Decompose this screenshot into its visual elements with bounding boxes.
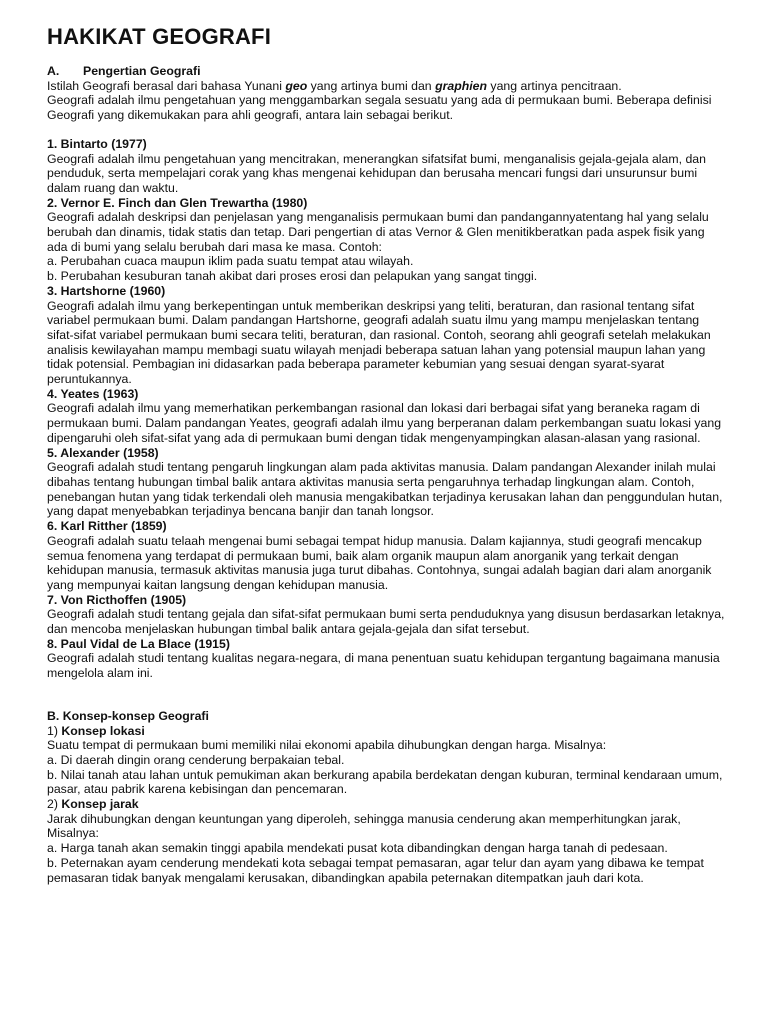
expert-8 <box>47 637 728 681</box>
expert-text: Geografi adalah studi tentang pengaruh lingkungan alam pada aktivitas manusia. Dalam pandangan Alexander inilah mulai dibahas tentang hubungan timbal balik antara aktivitas manusia serta pengaruhnya terhadap lingkungan alam. Contoh, penebangan hutan yang tidak terkendali oleh manusia mengakibatkan terjadinya kerusakan lahan dan penggundulan hutan, yang dapat menyebabkan terjadinya bencana banjir dan tanah longsor. <box>47 460 723 519</box>
concept-number: 2) <box>47 797 62 812</box>
expert-2 <box>47 196 728 284</box>
section-a-intro <box>47 79 728 94</box>
concept-number: 1) <box>47 723 62 738</box>
expert-6 <box>47 519 728 593</box>
expert-text: Geografi adalah suatu telaah mengenai bumi sebagai tempat hidup manusia. Dalam kajiannya, studi geografi mencakup semua fenomena yang terdapat di permukaan bumi, baik alam organik maupun alam anorganik yang terkait dengan kehidupan manusia, termasuk aktivitas manusia juga turut dibahas. Contohnya, sungai adalah bagian dari alam anorganik yang mempunyai kaitan langsung dengan kehidupan manusia. <box>47 533 712 592</box>
list-item: a. Di daerah dingin orang cenderung berpakaian tebal. <box>47 752 345 767</box>
expert-text: Geografi adalah ilmu pengetahuan yang mencitrakan, menerangkan sifatsifat bumi, menganalisis gejala-gejala alam, dan penduduk, serta mempelajari corak yang khas mengenai kehidupan dan berusaha mencari fungsi dari unsurunsur bumi dalam ruang dan waktu. <box>47 151 706 195</box>
expert-heading: 3. Hartshorne (1960) <box>47 283 166 298</box>
section-a-number: A. <box>47 64 60 78</box>
list-item: a. Harga tanah akan semakin tinggi apabila mendekati pusat kota dibandingkan dengan harga tanah di pedesaan. <box>47 841 668 856</box>
concept-title: Konsep jarak <box>61 797 139 812</box>
concept-location <box>47 724 728 798</box>
intro-text-3: yang artinya pencitraan. <box>487 78 622 93</box>
section-b-heading: B. Konsep-konsep Geografi <box>47 708 209 723</box>
expert-3 <box>47 284 728 387</box>
intro-text-1: Istilah Geografi berasal dari bahasa Yunani <box>47 78 286 93</box>
expert-heading: 7. Von Ricthoffen (1905) <box>47 592 187 607</box>
expert-5 <box>47 446 728 520</box>
expert-text: Geografi adalah deskripsi dan penjelasan yang menganalisis permukaan bumi dan pandangannyatentang hal yang selalu berubah dan dinamis, tidak statis dan tetap. Dari pengertian di atas Vernor & Glen menitikberatkan pada aspek fisik yang ada di bumi yang selalu berubah dari masa ke masa. Contoh: <box>47 210 709 254</box>
section-a-title: Pengertian Geografi <box>83 64 201 78</box>
expert-7 <box>47 593 728 637</box>
concept-heading <box>47 724 728 739</box>
expert-text: Geografi adalah ilmu yang memerhatikan perkembangan rasional dan lokasi dari berbagai sifat yang beraneka ragam di permukaan bumi. Dalam pandangan Yeates, geografi adalah ilmu yang berperanan dalam perkembangan suatu lokasi yang dipengaruhi oleh sifat-sifat yang ada di permukaan bumi dengan tidak mengenyampingkan alasan-alasan yang rasional. <box>47 401 722 445</box>
spacer <box>47 123 728 137</box>
list-item: b. Perubahan kesuburan tanah akibat dari proses erosi dan pelapukan yang sangat tinggi. <box>47 269 538 284</box>
expert-heading: 5. Alexander (1958) <box>47 445 159 460</box>
term-graphien: graphien <box>435 78 487 93</box>
list-item: b. Nilai tanah atau lahan untuk pemukiman akan berkurang apabila berdekatan dengan kuburan, terminal kendaraan umum, pasar, atau pabrik karena kebisingan dan pencemaran. <box>47 767 723 797</box>
intro-text-2: yang artinya bumi dan <box>307 78 436 93</box>
expert-heading: 8. Paul Vidal de La Blace (1915) <box>47 636 230 651</box>
concept-text: Suatu tempat di permukaan bumi memiliki nilai ekonomi apabila dihubungkan dengan harga. Misalnya: <box>47 738 607 753</box>
expert-text: Geografi adalah studi tentang gejala dan sifat-sifat permukaan bumi serta penduduknya yang disusun berdasarkan letaknya, dan mencoba menjelaskan hubungan timbal balik antara gejala-gejala dan sifat tersebut. <box>47 607 725 637</box>
expert-heading: 6. Karl Ritther (1859) <box>47 519 167 534</box>
expert-heading: 1. Bintarto (1977) <box>47 136 147 151</box>
expert-text: Geografi adalah ilmu yang berkepentingan untuk memberikan deskripsi yang teliti, beraturan, dan rasional tentang sifat variabel permukaan bumi. Dalam pandangan Hartshorne, geografi adalah suatu ilmu yang mampu menjelaskan tentang sifat-sifat variabel permukaan bumi secara teliti, beraturan, dan rasional. Contoh, seorang ahli geografi setelah melakukan analisis kewilayahan mampu membagi suatu wilayah menjadi beberapa satuan lahan yang potensial maupun lahan yang tidak potensial. Pembagian ini didasarkan pada beberapa parameter kebumian yang sesuai dengan syarat-syarat peruntukannya. <box>47 298 711 387</box>
section-a-heading <box>47 64 728 79</box>
concept-text: Jarak dihubungkan dengan keuntungan yang diperoleh, sehingga manusia cenderung akan memperhitungkan jarak, Misalnya: <box>47 811 681 841</box>
expert-text: Geografi adalah studi tentang kualitas negara-negara, di mana penentuan suatu kehidupan tergantung bagaimana manusia mengelola alam ini. <box>47 651 720 681</box>
term-geo: geo <box>285 78 308 93</box>
spacer <box>47 681 728 709</box>
expert-4 <box>47 387 728 446</box>
list-item: b. Peternakan ayam cenderung mendekati kota sebagai tempat pemasaran, agar telur dan ayam yang dibawa ke tempat pemasaran tidak banyak mengalami kerusakan, dibandingkan apabila peternakan ditempatkan jauh dari kota. <box>47 855 704 885</box>
expert-1 <box>47 137 728 196</box>
concept-heading <box>47 797 728 812</box>
document-title: HAKIKAT GEOGRAFI <box>47 24 272 49</box>
expert-heading: 4. Yeates (1963) <box>47 386 139 401</box>
concept-distance <box>47 797 728 885</box>
section-a-paragraph: Geografi adalah ilmu pengetahuan yang menggambarkan segala sesuatu yang ada di permukaan bumi. Beberapa definisi Geografi yang dikemukakan para ahli geografi, antara lain sebagai berikut. <box>47 93 712 123</box>
list-item: a. Perubahan cuaca maupun iklim pada suatu tempat atau wilayah. <box>47 254 414 269</box>
concept-title: Konsep lokasi <box>61 723 145 738</box>
expert-heading: 2. Vernor E. Finch dan Glen Trewartha (1980) <box>47 195 308 210</box>
